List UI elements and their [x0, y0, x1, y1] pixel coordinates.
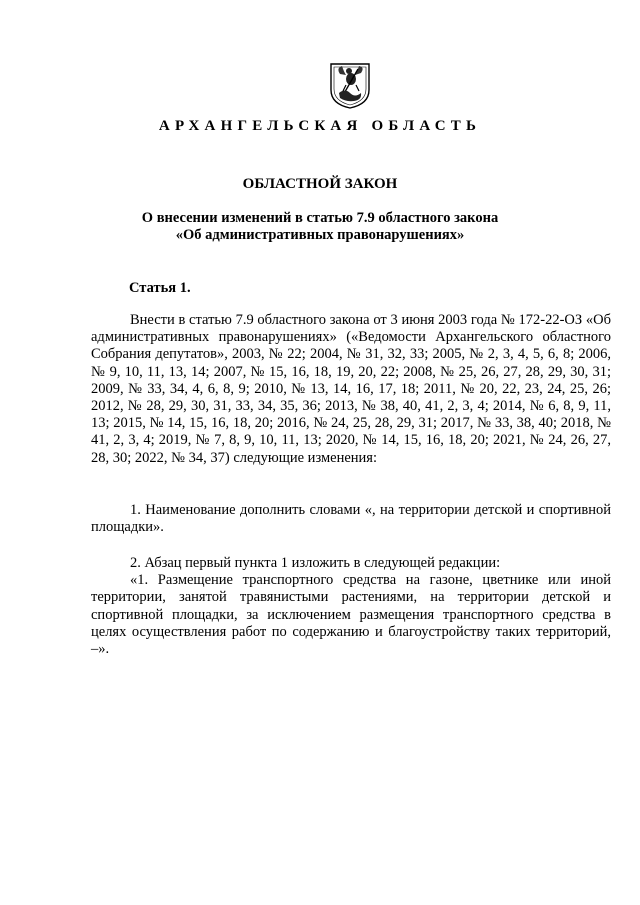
item-2 — [91, 555, 611, 658]
item-2-paragraph: 2. Абзац первый пункта 1 изложить в следующей редакции: — [130, 555, 501, 571]
region-name: АРХАНГЕЛЬСКАЯ ОБЛАСТЬ — [158, 118, 482, 134]
item-2-quote-paragraph: «1. Размещение транспортного средства на газоне, цветнике или иной территории, занятой травянистыми растениями, на территории детской и спортивной площадки, за исключением размещения транспортного средства в целях осуществления работ по содержанию и благоустройству таких территорий, –». — [91, 572, 611, 658]
archangel-coat-of-arms-icon — [328, 60, 372, 110]
law-title-line-2: «Об административных правонарушениях» — [175, 227, 465, 243]
item-1 — [91, 502, 611, 536]
article-heading: Статья 1. — [129, 280, 191, 296]
intro-paragraph: Внести в статью 7.9 областного закона от 3 июня 2003 года № 172-22-ОЗ «Об административных правонарушениях» («Ведомости Архангельского областного Собрания депутатов», 2003, № 22; 2004, № 31, 32, 33; 2005, № 2, 3, 4, 5, 6, 8; 2006, № 9, 10, 11, 13, 14; 2007, № 15, 16, 18, 19, 20, 22; 2008, № 25, 26, 27, 28, 29, 30, 31; 2009, № 33, 34, 4, 6, 8, 9; 2010, № 13, 14, 16, 17, 18; 2011, № 20, 22, 23, 24, 25, 26; 2012, № 28, 29, 30, 31, 33, 34, 35, 36; 2013, № 38, 40, 41, 2, 3, 4; 2014, № 6, 8, 9, 11, 13; 2015, № 14, 15, 16, 18, 20; 2016, № 24, 25, 28, 29, 31; 2017, № 33, 38, 40; 2018, № 41, 2, 3, 4; 2019, № 7, 8, 9, 10, 11, 13; 2020, № 14, 15, 16, 18, 20; 2021, № 24, 26, 27, 28, 30; 2022, № 34, 37) следующие изменения: — [91, 312, 611, 466]
law-type-heading: ОБЛАСТНОЙ ЗАКОН — [242, 176, 398, 192]
law-title-line-1: О внесении изменений в статью 7.9 областного закона — [141, 210, 499, 226]
item-1-paragraph: 1. Наименование дополнить словами «, на территории детской и спортивной площадки». — [91, 502, 611, 536]
article-intro — [91, 312, 611, 467]
law-title — [0, 210, 640, 244]
